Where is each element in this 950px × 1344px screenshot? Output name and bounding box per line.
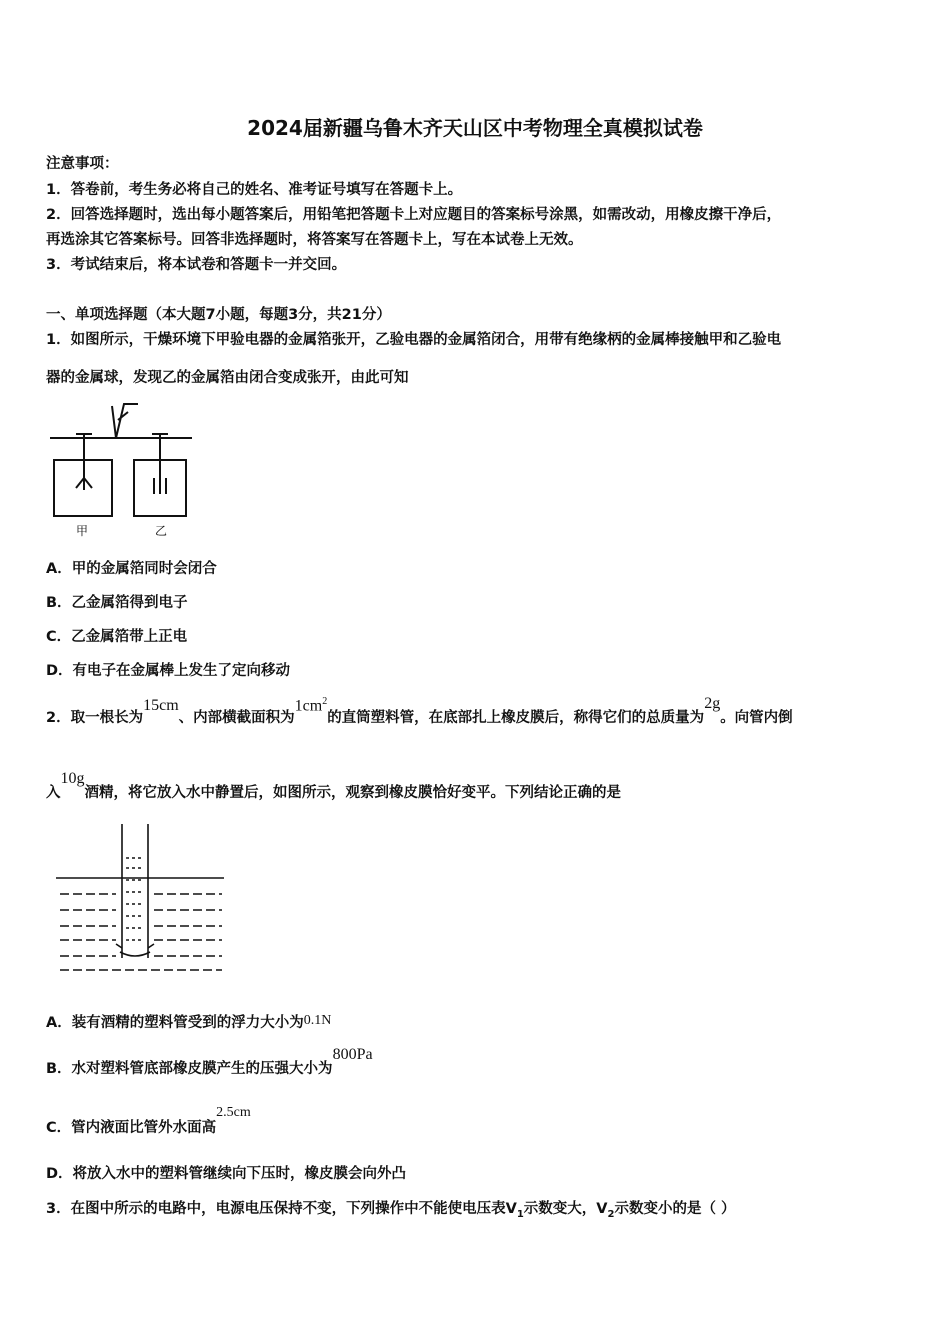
formula-area-base: 1cm bbox=[294, 697, 323, 714]
q2-text: 。向管内倒 bbox=[720, 710, 793, 726]
q3-subscript: 1 bbox=[516, 1208, 524, 1220]
figure-label-yi: 乙 bbox=[155, 524, 168, 538]
option-b bbox=[46, 1046, 373, 1078]
formula-mass: 2g bbox=[704, 695, 721, 712]
formula-area bbox=[295, 696, 328, 715]
option-a bbox=[46, 1011, 331, 1032]
option-text: B．水对塑料管底部橡皮膜产生的压强大小为 bbox=[46, 1061, 333, 1077]
question-1-text: 1．如图所示，干燥环境下甲验电器的金属箔张开，乙验电器的金属箔闭合，用带有绝缘柄的金属棒接触甲和乙验电 bbox=[46, 332, 782, 348]
option-c bbox=[46, 1105, 251, 1137]
rubber-membrane bbox=[120, 952, 150, 956]
q2-text: 、内部横截面积为 bbox=[178, 710, 295, 726]
section-heading: 一、单项选择题（本大题7小题，每题3分，共21分） bbox=[46, 307, 391, 323]
q2-text: 入 bbox=[46, 785, 61, 801]
insulating-handle bbox=[112, 404, 138, 438]
electroscope-figure bbox=[46, 398, 196, 538]
formula-length: 15cm bbox=[143, 697, 179, 714]
option-b: B．乙金属箔得到电子 bbox=[46, 595, 188, 611]
option-a: A．甲的金属箔同时会闭合 bbox=[46, 561, 217, 577]
notice-item: 3．考试结束后，将本试卷和答题卡一并交回。 bbox=[46, 257, 347, 273]
q3-text: 3．在图中所示的电路中，电源电压保持不变，下列操作中不能使电压表V bbox=[46, 1201, 517, 1217]
option-d: D．有电子在金属棒上发生了定向移动 bbox=[46, 663, 291, 679]
option-text: C．管内液面比管外水面高 bbox=[46, 1120, 217, 1136]
notice-heading: 注意事项： bbox=[46, 156, 119, 172]
option-c: C．乙金属箔带上正电 bbox=[46, 629, 188, 645]
formula-area-exponent: 2 bbox=[322, 695, 328, 707]
option-text: A．装有酒精的塑料管受到的浮力大小为 bbox=[46, 1015, 304, 1031]
formula-height: 2.5cm bbox=[216, 1105, 251, 1120]
q2-text: 酒精，将它放入水中静置后，如图所示，观察到橡皮膜恰好变平。下列结论正确的是 bbox=[84, 785, 621, 801]
q2-text: 的直筒塑料管，在底部扎上橡皮膜后，称得它们的总质量为 bbox=[327, 710, 705, 726]
question-3-text bbox=[46, 1197, 736, 1220]
q2-text: 2．取一根长为 bbox=[46, 710, 144, 726]
figure-label-jia: 甲 bbox=[76, 524, 89, 538]
q3-subscript: 2 bbox=[607, 1208, 615, 1220]
formula-pressure: 800Pa bbox=[332, 1046, 373, 1063]
q3-text: 示数变小的是（ ） bbox=[614, 1201, 736, 1217]
notice-item: 2．回答选择题时，选出每小题答案后，用铅笔把答题卡上对应题目的答案标号涂黑，如需改动，用橡皮擦干净后， bbox=[46, 207, 782, 223]
question-1-text: 器的金属球，发现乙的金属箔由闭合变成张开，由此可知 bbox=[46, 370, 409, 386]
notice-item: 1．答卷前，考生务必将自己的姓名、准考证号填写在答题卡上。 bbox=[46, 182, 463, 198]
option-d: D．将放入水中的塑料管继续向下压时，橡皮膜会向外凸 bbox=[46, 1166, 407, 1182]
formula-alcohol-mass: 10g bbox=[60, 770, 85, 787]
page-title: 2024届新疆乌鲁木齐天山区中考物理全真模拟试卷 bbox=[247, 116, 703, 140]
formula-buoyancy: 0.1N bbox=[303, 1013, 332, 1028]
tube-in-water-figure bbox=[56, 820, 226, 985]
notice-item: 再选涂其它答案标号。回答非选择题时，将答案写在答题卡上，写在本试卷上无效。 bbox=[46, 232, 583, 248]
question-2-text bbox=[46, 695, 793, 727]
question-2-text bbox=[46, 770, 621, 802]
q3-text: 示数变大，V bbox=[523, 1201, 608, 1217]
